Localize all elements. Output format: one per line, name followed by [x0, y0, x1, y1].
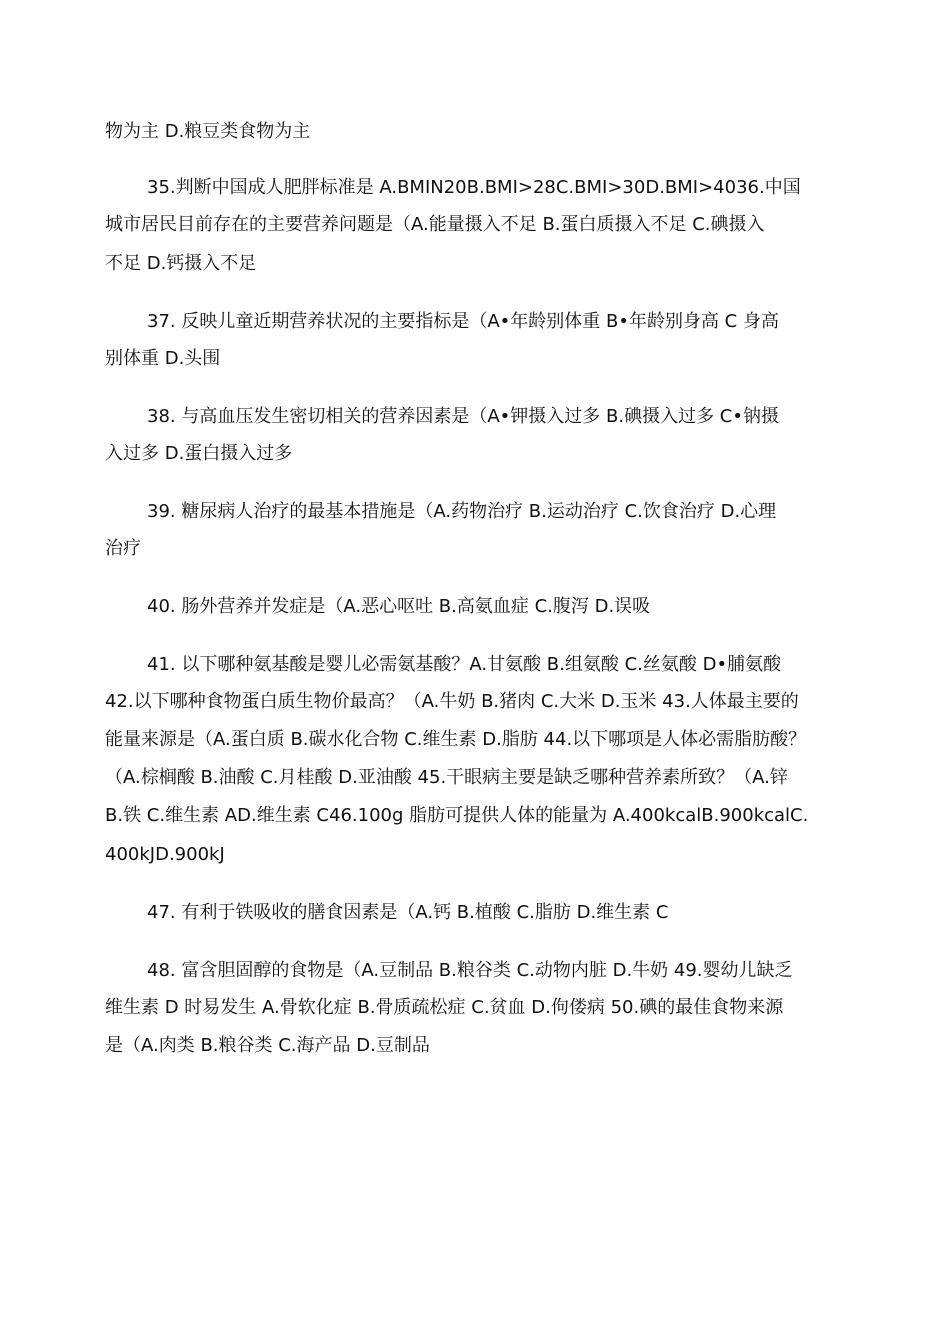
- question-38-line: 38. 与高血压发生密切相关的营养因素是（A•钾摄入过多 B.碘摄入过多 C•钠摄: [147, 406, 779, 427]
- question-45-line: B.铁 C.维生素 AD.维生素 C46.100g 脂肪可提供人体的能量为 A.400kcalB.900kcalC.: [105, 805, 809, 826]
- text-line: 治疗: [105, 538, 141, 559]
- question-36-line: 城市居民目前存在的主要营养问题是（A.能量摄入不足 B.蛋白质摄入不足 C.碘摄入: [105, 214, 765, 235]
- text-line: 物为主 D.粮豆类食物为主: [105, 121, 311, 142]
- question-46-line: 400kJD.900kJ: [105, 844, 225, 865]
- question-35-line: 35.判断中国成人肥胖标准是 A.BMIN20B.BMI>28C.BMI>30D.BMI>4036.中国: [147, 177, 801, 198]
- question-43-line: 能量来源是（A.蛋白质 B.碳水化合物 C.维生素 D.脂肪 44.以下哪项是人体必需脂肪酸？: [105, 729, 807, 750]
- question-44-line: （A.棕榈酸 B.油酸 C.月桂酸 D.亚油酸 45.干眼病主要是缺乏哪种营养素所致？（A.锌: [105, 767, 788, 788]
- text-line: 入过多 D.蛋白摄入过多: [105, 443, 293, 464]
- question-49-line: 维生素 D 时易发生 A.骨软化症 B.骨质疏松症 C.贫血 D.佝偻病 50.碘的最佳食物来源: [105, 997, 784, 1018]
- text-line: 不足 D.钙摄入不足: [105, 253, 257, 274]
- text-line: 别体重 D.头围: [105, 348, 221, 369]
- question-41-line: 41. 以下哪种氨基酸是婴儿必需氨基酸？A.甘氨酸 B.组氨酸 C.丝氨酸 D•脯氨酸: [147, 654, 782, 675]
- question-39-line: 39. 糖尿病人治疗的最基本措施是（A.药物治疗 B.运动治疗 C.饮食治疗 D.心理: [147, 501, 777, 522]
- question-50-line: 是（A.肉类 B.粮谷类 C.海产品 D.豆制品: [105, 1035, 430, 1056]
- question-47-line: 47. 有利于铁吸收的膳食因素是（A.钙 B.植酸 C.脂肪 D.维生素 C: [147, 902, 669, 923]
- question-42-line: 42.以下哪种食物蛋白质生物价最高？（A.牛奶 B.猪肉 C.大米 D.玉米 43.人体最主要的: [105, 691, 799, 712]
- question-37-line: 37. 反映儿童近期营养状况的主要指标是（A•年龄别体重 B•年龄别身高 C 身高: [147, 311, 779, 332]
- question-40-line: 40. 肠外营养并发症是（A.恶心呕吐 B.高氨血症 C.腹泻 D.误吸: [147, 596, 651, 617]
- question-48-line: 48. 富含胆固醇的食物是（A.豆制品 B.粮谷类 C.动物内脏 D.牛奶 49.婴幼儿缺乏: [147, 960, 793, 981]
